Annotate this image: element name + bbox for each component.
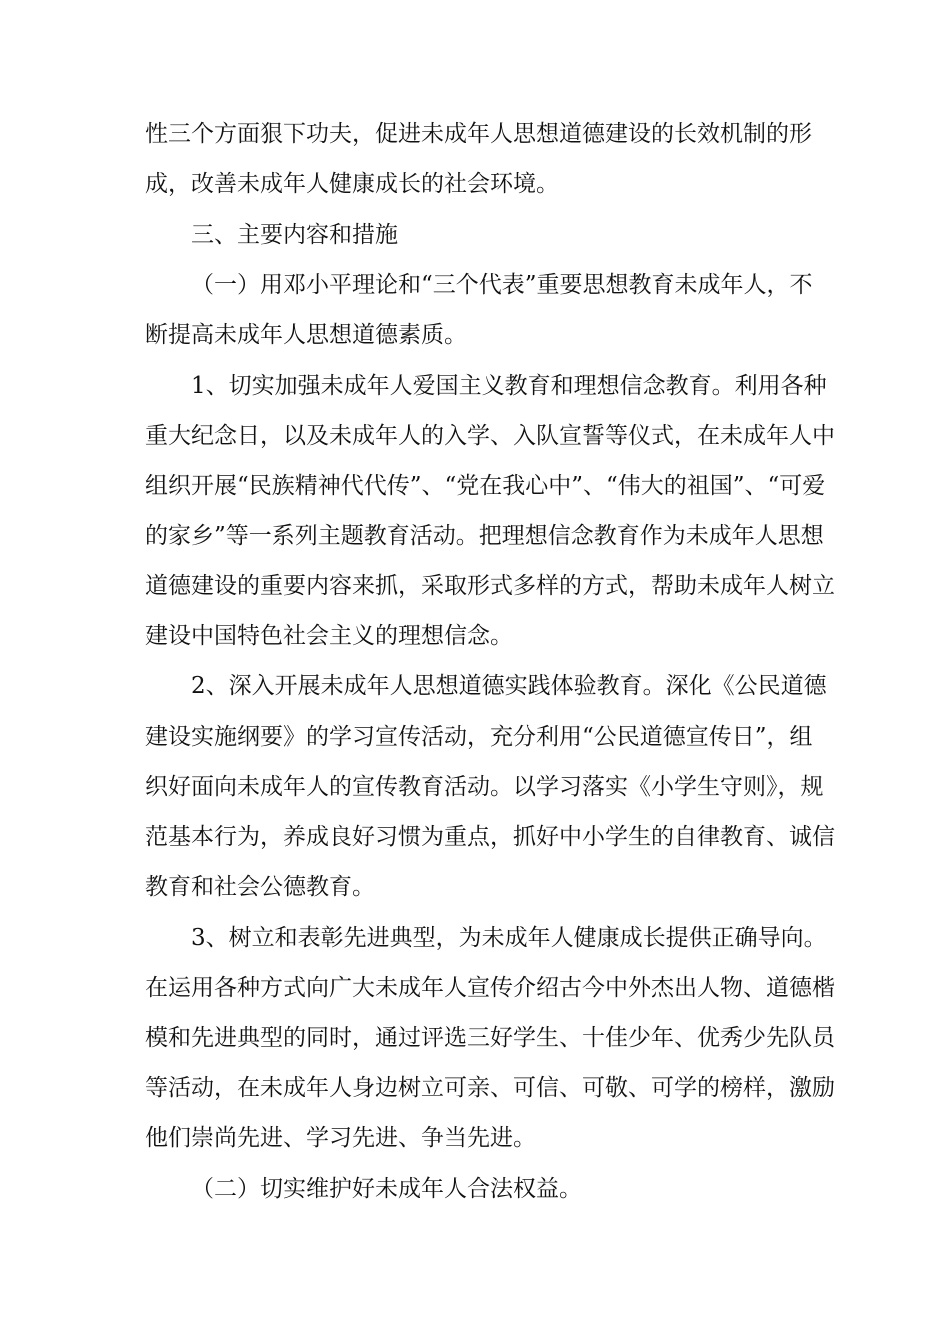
paragraph-2-line: 2、深入开展未成年人思想道德实践体验教育。深化《公民道德 [191,673,827,699]
paragraph-2-line: 教育和社会公德教育。 [145,874,375,900]
body-text-line: 性三个方面狠下功夫，促进未成年人思想道德建设的长效机制的形 [145,121,812,147]
paragraph-3-line: 等活动，在未成年人身边树立可亲、可信、可敬、可学的榜样，激励 [145,1075,835,1101]
paragraph-3-line: 模和先进典型的同时，通过评选三好学生、十佳少年、优秀少先队员 [145,1025,835,1051]
section-heading: 三、主要内容和措施 [191,222,398,248]
paragraph-1-line: 重大纪念日，以及未成年人的入学、入队宣誓等仪式，在未成年人中 [145,423,835,449]
paragraph-2-line: 织好面向未成年人的宣传教育活动。以学习落实《小学生守则》，规 [145,774,824,800]
paragraph-3-line: 3、树立和表彰先进典型，为未成年人健康成长提供正确导向。 [191,925,827,951]
paragraph-1-line: 道德建设的重要内容来抓，采取形式多样的方式，帮助未成年人树立 [145,573,835,599]
paragraph-1-line: 建设中国特色社会主义的理想信念。 [145,623,513,649]
paragraph-3-line: 他们崇尚先进、学习先进、争当先进。 [145,1125,536,1151]
subsection-heading-continuation: 断提高未成年人思想道德素质。 [145,322,467,348]
paragraph-2-line: 范基本行为，养成良好习惯为重点，抓好中小学生的自律教育、诚信 [145,824,835,850]
paragraph-2-line: 建设实施纲要》的学习宣传活动，充分利用“公民道德宣传日”，组 [145,724,813,750]
body-text-line: 成，改善未成年人健康成长的社会环境。 [145,171,559,197]
paragraph-1-line: 组织开展“民族精神代代传”、“党在我心中”、“伟大的祖国”、“可爱 [145,473,826,499]
paragraph-3-line: 在运用各种方式向广大未成年人宣传介绍古今中外杰出人物、道德楷 [145,975,835,1001]
paragraph-1-line: 的家乡”等一系列主题教育活动。把理想信念教育作为未成年人思想 [145,523,824,549]
subsection-heading: （二）切实维护好未成年人合法权益。 [191,1176,582,1202]
paragraph-1-line: 1、切实加强未成年人爱国主义教育和理想信念教育。利用各种 [191,373,827,399]
subsection-heading: （一）用邓小平理论和“三个代表”重要思想教育未成年人，不 [191,272,813,298]
